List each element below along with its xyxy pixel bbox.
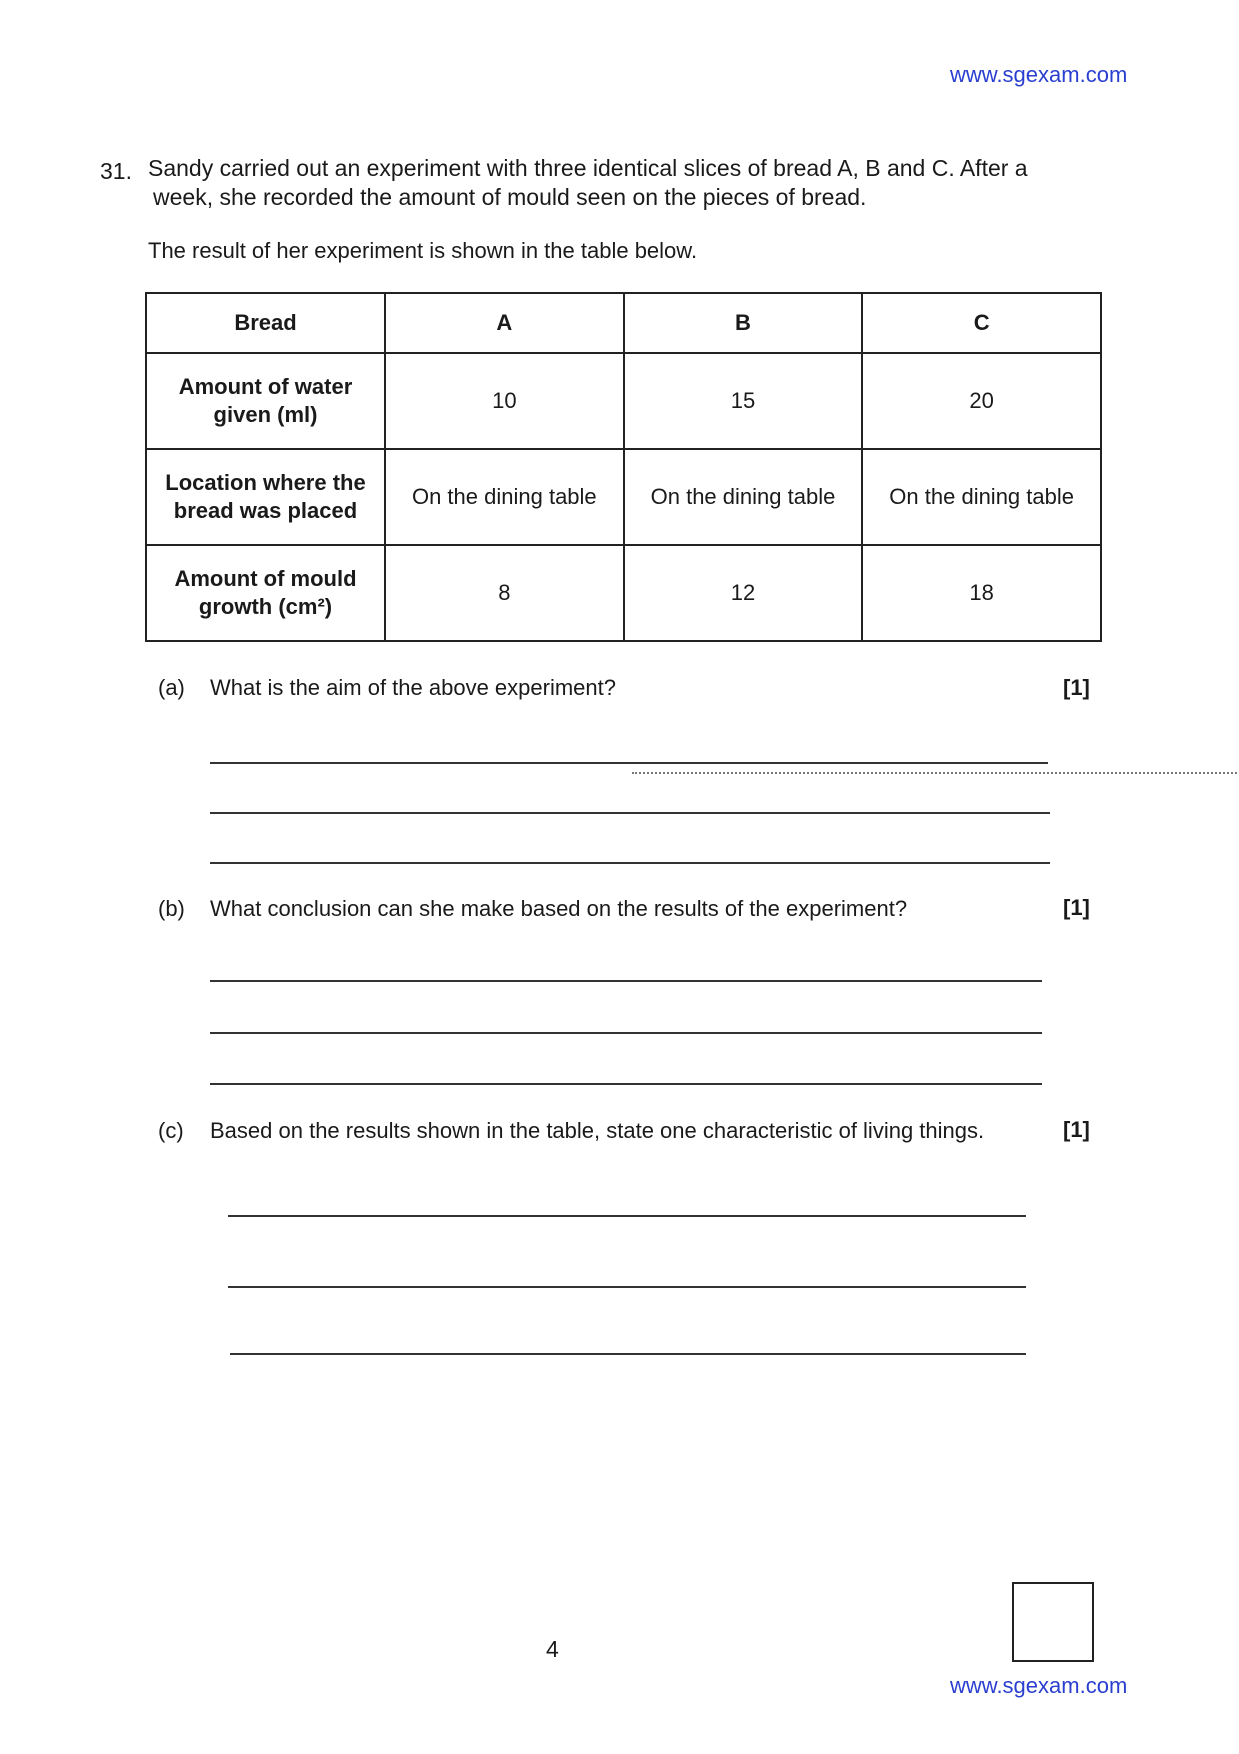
- part-a-mark: [1]: [1063, 675, 1090, 700]
- part-c-question: Based on the results shown in the table, state one characteristic of living things.: [210, 1118, 985, 1143]
- part-c-mark: [1]: [1063, 1117, 1090, 1142]
- page-number: 4: [546, 1636, 559, 1662]
- answer-line-b1[interactable]: [210, 980, 1042, 982]
- cell-water-b: 15: [624, 353, 863, 449]
- answer-line-b3[interactable]: [210, 1083, 1042, 1085]
- header-b: B: [624, 293, 863, 353]
- row-label-location: Location where the bread was placed: [146, 449, 385, 545]
- question-number: 31.: [100, 158, 132, 184]
- row-label-mould: Amount of mould growth (cm²): [146, 545, 385, 641]
- intro-line-2: week, she recorded the amount of mould seen on the pieces of bread.: [153, 184, 867, 210]
- answer-line-a1[interactable]: [210, 762, 1048, 764]
- answer-line-c2[interactable]: [228, 1286, 1026, 1288]
- table-header-row: [146, 293, 1101, 353]
- cell-water-a: 10: [385, 353, 624, 449]
- part-a-label: (a): [158, 675, 185, 700]
- part-b-label: (b): [158, 896, 185, 921]
- part-b-question: What conclusion can she make based on the results of the experiment?: [210, 896, 908, 921]
- header-a: A: [385, 293, 624, 353]
- cell-location-c: On the dining table: [862, 449, 1101, 545]
- intro-line-1: Sandy carried out an experiment with three identical slices of bread A, B and C. After a: [148, 155, 1028, 181]
- result-intro-text: The result of her experiment is shown in the table below.: [148, 238, 698, 263]
- dotted-scan-line: [632, 772, 1237, 774]
- row-label-water: Amount of water given (ml): [146, 353, 385, 449]
- part-c-label: (c): [158, 1118, 184, 1143]
- answer-line-c3[interactable]: [230, 1353, 1026, 1355]
- cell-location-b: On the dining table: [624, 449, 863, 545]
- header-bread: Bread: [146, 293, 385, 353]
- answer-line-a3[interactable]: [210, 862, 1050, 864]
- score-box[interactable]: [1012, 1582, 1094, 1662]
- site-url-bottom[interactable]: www.sgexam.com: [950, 1673, 1128, 1698]
- cell-water-c: 20: [862, 353, 1101, 449]
- part-a-question: What is the aim of the above experiment?: [210, 675, 616, 700]
- table-row-water: [146, 353, 1101, 449]
- answer-line-b2[interactable]: [210, 1032, 1042, 1034]
- cell-mould-b: 12: [624, 545, 863, 641]
- table-row-mould: [146, 545, 1101, 641]
- header-c: C: [862, 293, 1101, 353]
- cell-location-a: On the dining table: [385, 449, 624, 545]
- answer-line-c1[interactable]: [228, 1215, 1026, 1217]
- question-intro: [148, 154, 1108, 212]
- site-url-top[interactable]: www.sgexam.com: [950, 62, 1128, 87]
- cell-mould-a: 8: [385, 545, 624, 641]
- part-b-mark: [1]: [1063, 895, 1090, 920]
- cell-mould-c: 18: [862, 545, 1101, 641]
- answer-line-a2[interactable]: [210, 812, 1050, 814]
- results-table: [145, 292, 1102, 642]
- table-row-location: [146, 449, 1101, 545]
